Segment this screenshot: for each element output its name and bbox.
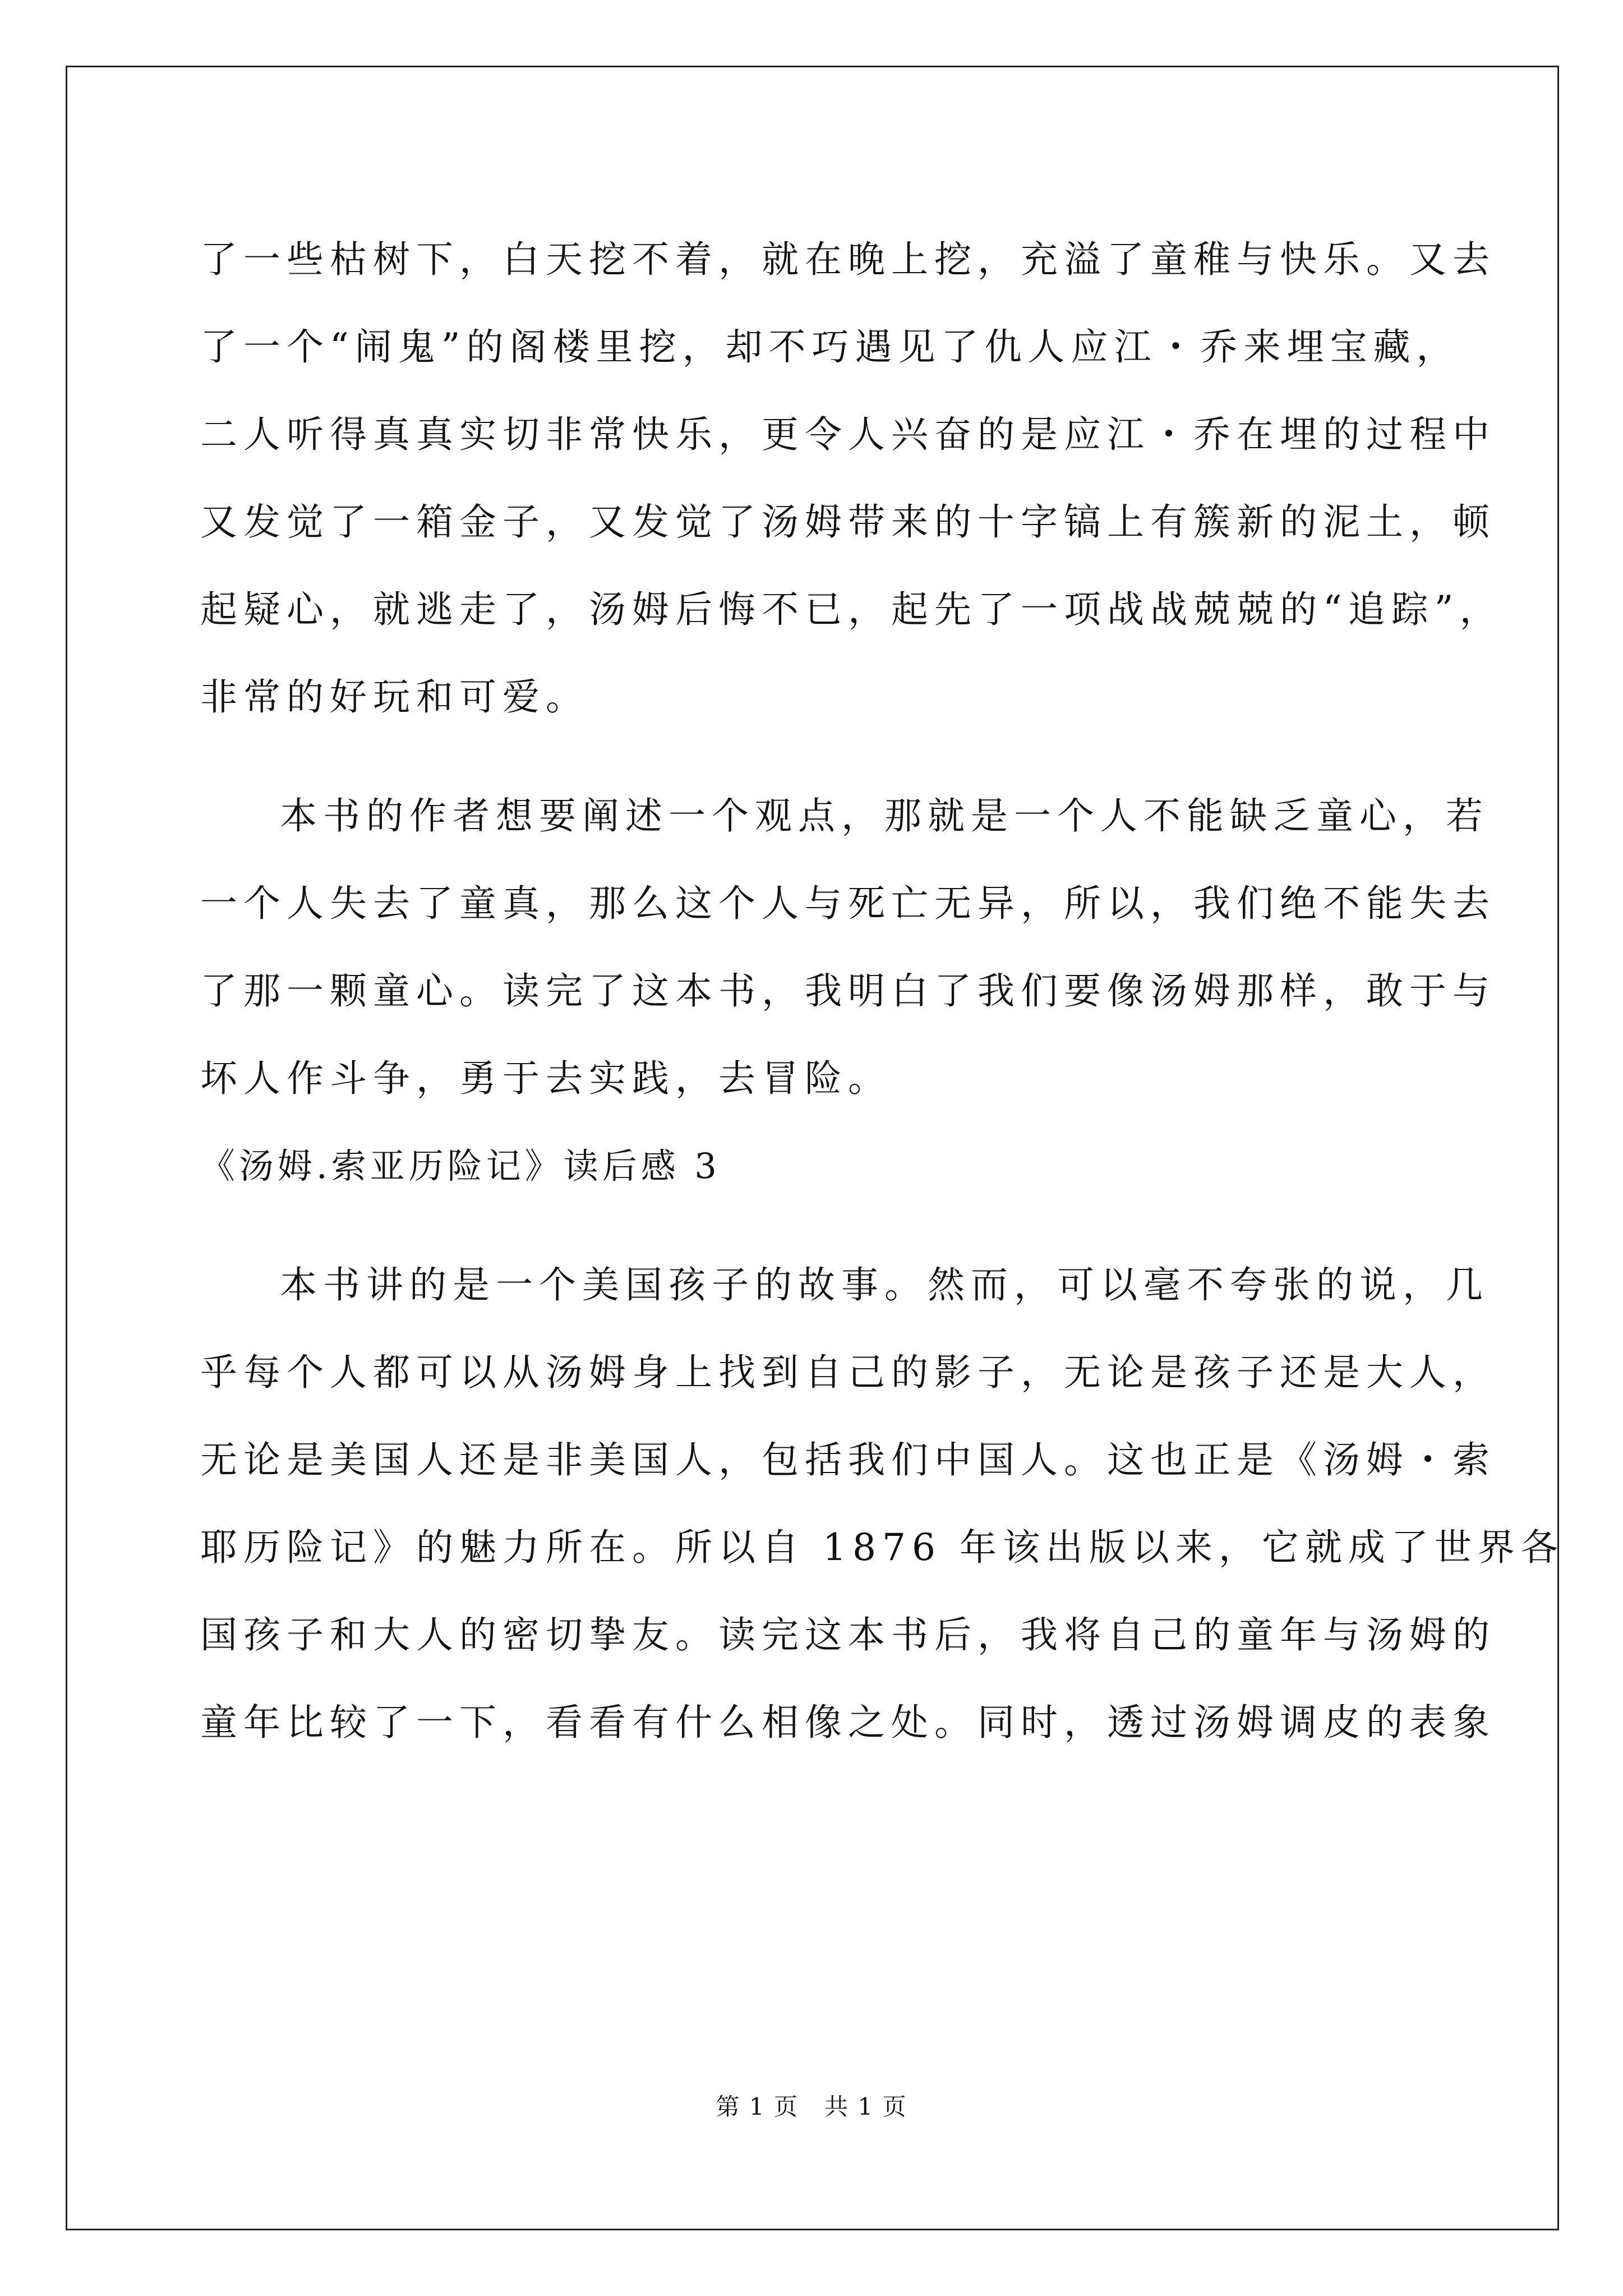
paragraph-line: 了那一颗童心。读完了这本书，我明白了我们要像汤姆那样，敢于与 (200, 969, 1496, 1013)
paragraph-2 (200, 772, 1496, 1122)
paragraph-line: 了一些枯树下，白天挖不着，就在晚上挖，充溢了童稚与快乐。又去 (200, 238, 1496, 281)
paragraph-line: 一个人失去了童真，那么这个人与死亡无异，所以，我们绝不能失去 (200, 882, 1496, 925)
paragraph-line: 二人听得真真实切非常快乐，更令人兴奋的是应江・乔在埋的过程中 (200, 413, 1496, 456)
paragraph-line: 无论是美国人还是非美国人，包括我们中国人。这也正是《汤姆・索 (200, 1438, 1496, 1481)
paragraph-line: 起疑心，就逃走了，汤姆后悔不已，起先了一项战战兢兢的“追踪”， (200, 588, 1503, 631)
paragraph-line: 耶历险记》的魅力所在。所以自 1876 年该出版以来，它就成了世界各 (200, 1526, 1564, 1569)
paragraph-line: 又发觉了一箱金子，又发觉了汤姆带来的十字镐上有簇新的泥土，顿 (200, 500, 1496, 544)
paragraph-3 (200, 1241, 1564, 1766)
document-body (200, 216, 1564, 1766)
paragraph-line: 非常的好玩和可爱。 (200, 675, 589, 719)
paragraph-spacer (200, 1210, 1456, 1241)
section-heading: 《汤姆.索亚历险记》读后感 3 (200, 1145, 721, 1186)
paragraph-line: 本书讲的是一个美国孩子的故事。然而，可以毫不夸张的说，几 (280, 1263, 1489, 1306)
paragraph-line: 本书的作者想要阐述一个观点，那就是一个人不能缺乏童心，若 (280, 794, 1489, 838)
paragraph-line: 乎每个人都可以从汤姆身上找到自己的影子，无论是孩子还是大人， (200, 1351, 1496, 1394)
paragraph-spacer (200, 741, 1456, 772)
paragraph-line: 童年比较了一下，看看有什么相像之处。同时，透过汤姆调皮的表象 (200, 1701, 1496, 1744)
paragraph-1 (200, 216, 1503, 741)
page-number-footer: 第 1 页 共 1 页 (716, 2093, 907, 2120)
paragraph-line: 坏人作斗争，勇于去实践，去冒险。 (200, 1057, 891, 1100)
paragraph-line: 国孩子和大人的密切挚友。读完这本书后，我将自己的童年与汤姆的 (200, 1613, 1496, 1657)
paragraph-line: 了一个“闹鬼”的阁楼里挖，却不巧遇见了仇人应江・乔来埋宝藏， (200, 325, 1460, 369)
